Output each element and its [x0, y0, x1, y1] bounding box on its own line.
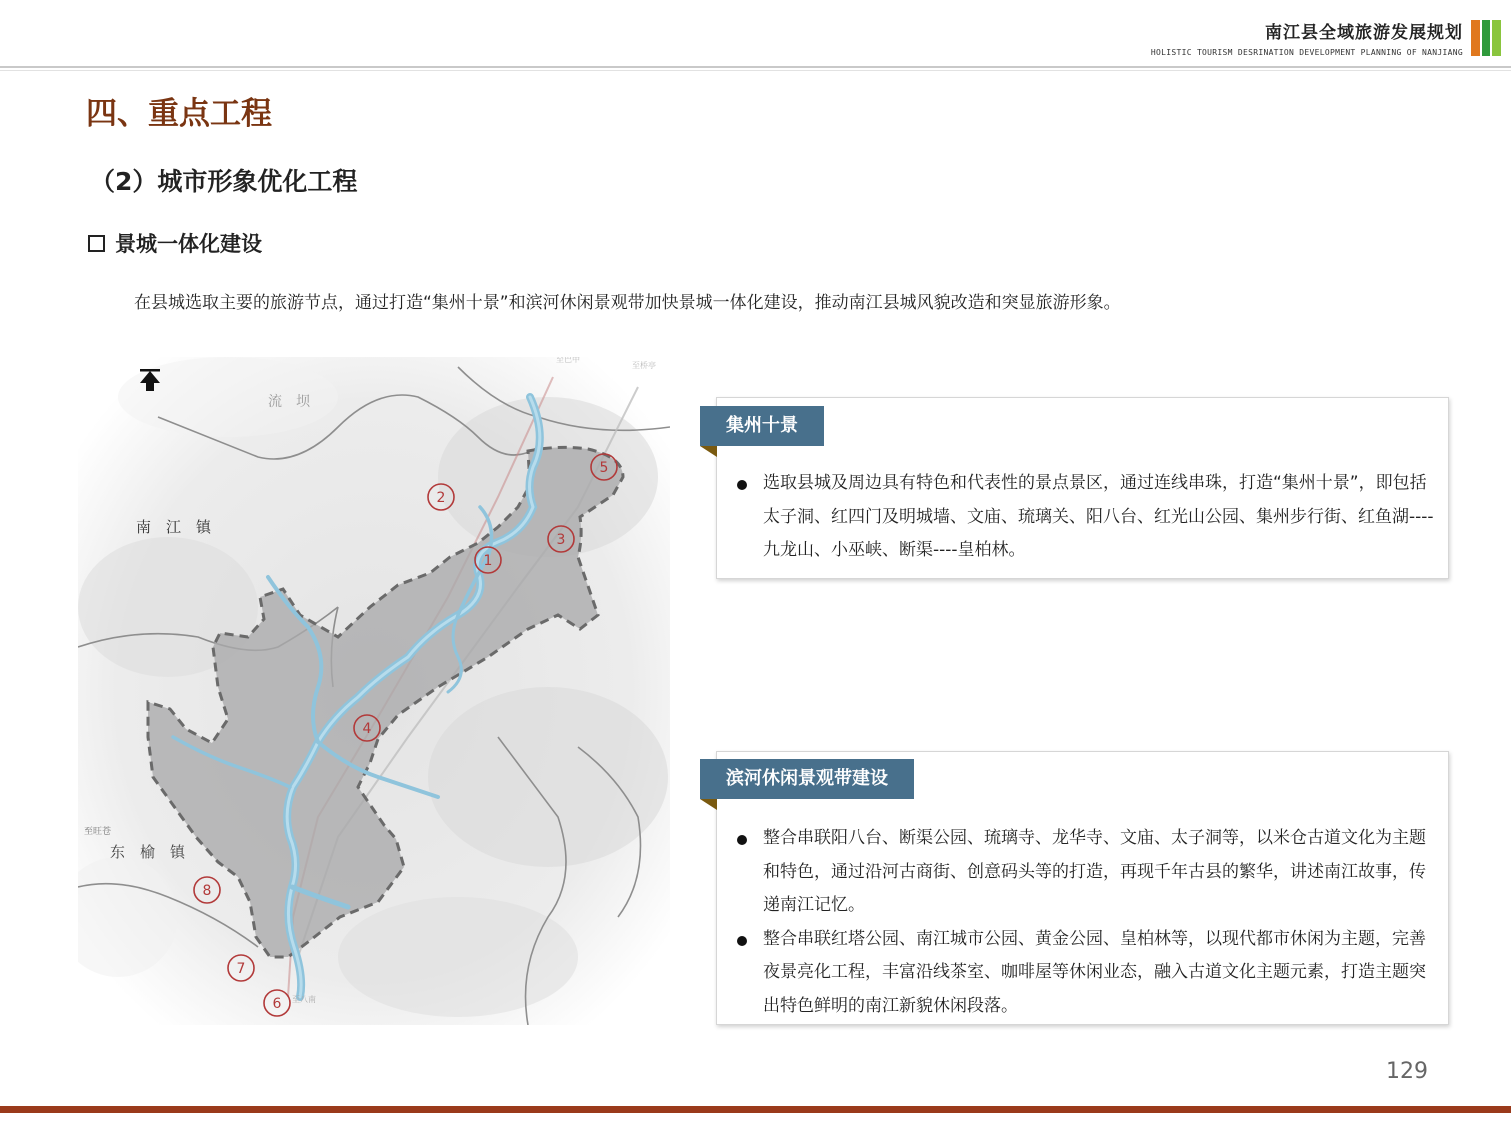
brand-bar-lightgreen — [1492, 20, 1501, 56]
label-dongyu: 东 榆 镇 — [110, 843, 186, 861]
section-title: 四、重点工程 — [86, 96, 272, 132]
panel-tag: 集州十景 — [700, 406, 824, 446]
bullet-item — [737, 822, 1442, 923]
bullet-list — [737, 467, 1442, 568]
brand-color-bars — [1471, 20, 1501, 56]
document-title: 南江县全域旅游发展规划 — [1265, 23, 1463, 43]
svg-text:8: 8 — [202, 883, 212, 899]
svg-text:6: 6 — [272, 996, 282, 1012]
bullet-item — [737, 467, 1442, 568]
planning-map — [78, 357, 670, 1025]
header-divider-thin — [0, 70, 1511, 71]
checkbox-icon — [88, 235, 105, 252]
svg-text:3: 3 — [556, 532, 566, 548]
topic-heading — [88, 228, 262, 258]
bullet-item — [737, 923, 1442, 1024]
document-subtitle: HOLISTIC TOURISM DESRINATION DEVELOPMENT PLANNING OF NANJIANG — [1150, 48, 1463, 57]
label-zhibazhong: 至巴中 — [556, 357, 580, 364]
panel-jizhou-ten-scenes — [716, 397, 1449, 579]
panel-riverside-leisure — [716, 751, 1449, 1025]
panel-tag: 滨河休闲景观带建设 — [700, 759, 914, 799]
bullet-dot-icon — [737, 480, 747, 490]
bullet-text: 整合串联阳八台、断渠公园、琉璃寺、龙华寺、文庙、太子洞等，以米仓古道文化为主题和特色，通过沿河古商街、创意码头等的打造，再现千年古县的繁华，讲述南江故事，传递南江记忆。 — [763, 828, 1426, 915]
svg-text:1: 1 — [483, 553, 493, 569]
intro-paragraph: 在县城选取主要的旅游节点，通过打造“集州十景”和滨河休闲景观带加快景城一体化建设，推动南江县城风貌改造和突显旅游形象。 — [134, 293, 1121, 313]
header-divider — [0, 66, 1511, 68]
svg-text:2: 2 — [436, 490, 446, 506]
label-liuba: 流 坝 — [268, 394, 310, 410]
bullet-dot-icon — [737, 835, 747, 845]
label-zhibana: 至八南 — [292, 995, 316, 1004]
footer-bar — [0, 1106, 1511, 1113]
page-number: 129 — [1386, 1059, 1428, 1084]
label-zhiqiaoting: 至桥亭 — [632, 361, 656, 370]
topic-label: 景城一体化建设 — [115, 232, 262, 256]
brand-bar-orange — [1471, 20, 1480, 56]
bullet-dot-icon — [737, 936, 747, 946]
map-svg — [78, 357, 670, 1025]
tag-fold — [700, 446, 717, 457]
header — [1151, 18, 1463, 57]
bullet-list — [737, 822, 1442, 1023]
label-nanjiang: 南 江 镇 — [136, 518, 212, 536]
brand-bar-green — [1482, 20, 1491, 56]
bullet-text: 整合串联红塔公园、南江城市公园、黄金公园、皇柏林等，以现代都市休闲为主题，完善夜景亮化工程，丰富沿线茶室、咖啡屋等休闲业态，融入古道文化主题元素，打造主题突出特色鲜明的南江新貌休闲段落。 — [763, 928, 1426, 1016]
sub-title: （2）城市形象优化工程 — [90, 167, 358, 196]
tag-fold — [700, 799, 717, 810]
label-zhiwangcang: 至旺苍 — [84, 827, 112, 837]
bullet-text: 选取县城及周边具有特色和代表性的景点景区，通过连线串珠，打造“集州十景”，即包括太子洞、红四门及明城墙、文庙、琉璃关、阳八台、红光山公园、集州步行街、红鱼湖----九龙山、小巫峡、断渠----皇柏林。 — [763, 473, 1434, 560]
svg-text:7: 7 — [236, 961, 246, 977]
svg-text:4: 4 — [362, 721, 372, 737]
svg-text:5: 5 — [599, 460, 609, 476]
